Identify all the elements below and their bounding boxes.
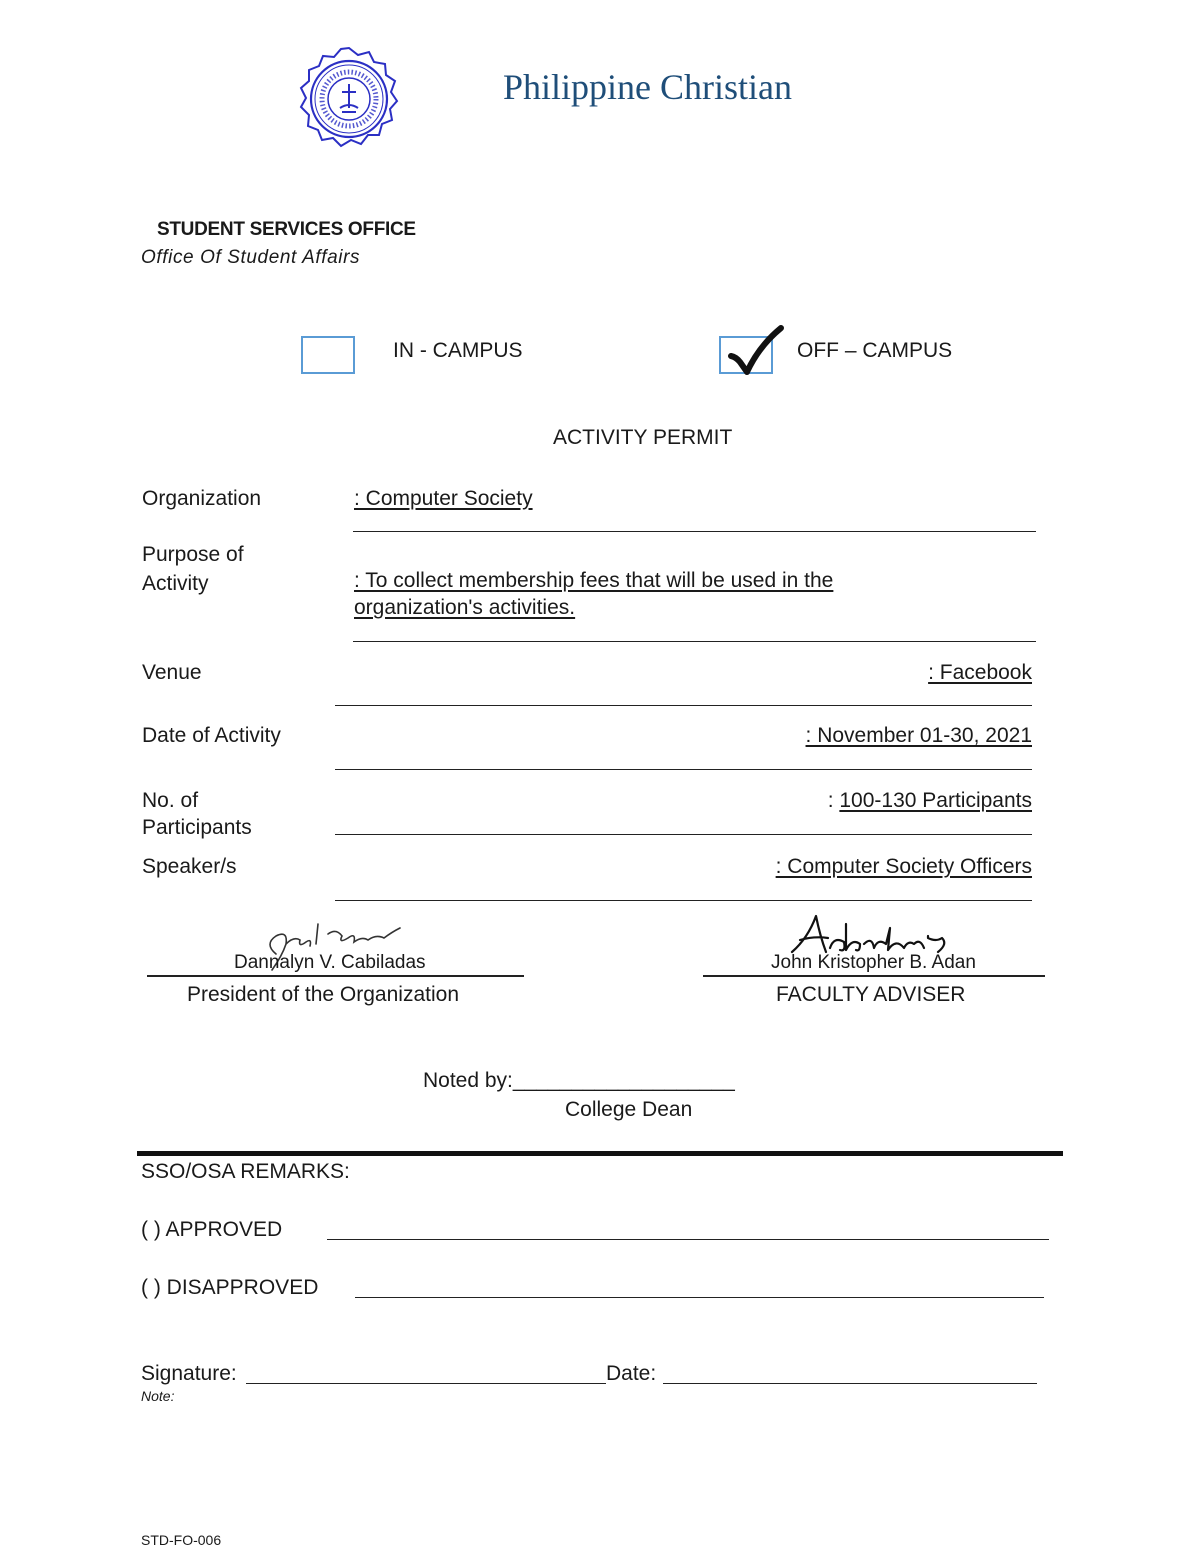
- adviser-role: FACULTY ADVISER: [776, 983, 966, 1006]
- section-divider: [137, 1151, 1063, 1156]
- speakers-line: [335, 900, 1032, 901]
- organization-value: : Computer Society: [354, 487, 533, 510]
- date-remarks-label: Date:: [606, 1362, 657, 1385]
- noted-by: Noted by:___________________: [423, 1069, 735, 1092]
- approved-line: [327, 1239, 1049, 1240]
- organization-line: [353, 531, 1036, 532]
- college-dean: College Dean: [565, 1098, 693, 1121]
- in-campus-label: IN - CAMPUS: [393, 339, 523, 362]
- date-value: : November 01-30, 2021: [805, 724, 1032, 747]
- disapproved-option: ( ) DISAPPROVED: [141, 1276, 319, 1299]
- venue-line: [335, 705, 1032, 706]
- note-label: Note:: [141, 1388, 175, 1404]
- date-line: [335, 769, 1032, 770]
- office-subtitle: Office Of Student Affairs: [141, 247, 361, 268]
- off-campus-label: OFF – CAMPUS: [797, 339, 953, 362]
- form-code: STD-FO-006: [141, 1532, 222, 1548]
- organization-label: Organization: [142, 487, 262, 510]
- purpose-label-line1: Purpose of: [142, 543, 244, 566]
- president-role: President of the Organization: [187, 983, 459, 1006]
- venue-value: : Facebook: [928, 661, 1032, 684]
- participants-value: 100-130 Participants: [839, 789, 1032, 812]
- participants-label-line1: No. of: [142, 789, 199, 812]
- date-remarks-line: [663, 1383, 1037, 1384]
- institution-name: Philippine Christian: [503, 67, 793, 107]
- checkmark-icon: [723, 324, 787, 384]
- form-title: ACTIVITY PERMIT: [553, 426, 733, 449]
- date-label: Date of Activity: [142, 724, 281, 747]
- speakers-label: Speaker/s: [142, 855, 237, 878]
- remarks-heading: SSO/OSA REMARKS:: [141, 1160, 350, 1183]
- purpose-value-line2: organization's activities.: [354, 596, 576, 619]
- purpose-label-line2: Activity: [142, 572, 209, 595]
- adviser-name: John Kristopher B. Adan: [771, 952, 976, 973]
- president-name: Dannalyn V. Cabiladas: [234, 952, 426, 973]
- participants-value-wrap: [828, 788, 1032, 814]
- speakers-value: : Computer Society Officers: [775, 855, 1032, 878]
- adviser-signature-line: [703, 975, 1045, 977]
- office-title: STUDENT SERVICES OFFICE: [157, 219, 416, 240]
- participants-label-line2: Participants: [142, 816, 252, 839]
- purpose-line: [353, 641, 1036, 642]
- signature-label: Signature:: [141, 1362, 237, 1385]
- purpose-value-line1: : To collect membership fees that will be used in the: [354, 569, 834, 592]
- signature-line: [246, 1383, 606, 1384]
- off-campus-checkbox[interactable]: [719, 336, 773, 374]
- approved-option: ( ) APPROVED: [141, 1218, 283, 1241]
- venue-label: Venue: [142, 661, 202, 684]
- president-signature-line: [147, 975, 524, 977]
- participants-colon: :: [827, 789, 840, 812]
- in-campus-checkbox[interactable]: [301, 336, 355, 374]
- disapproved-line: [355, 1297, 1044, 1298]
- participants-line: [335, 834, 1032, 835]
- university-seal-icon: [296, 46, 402, 152]
